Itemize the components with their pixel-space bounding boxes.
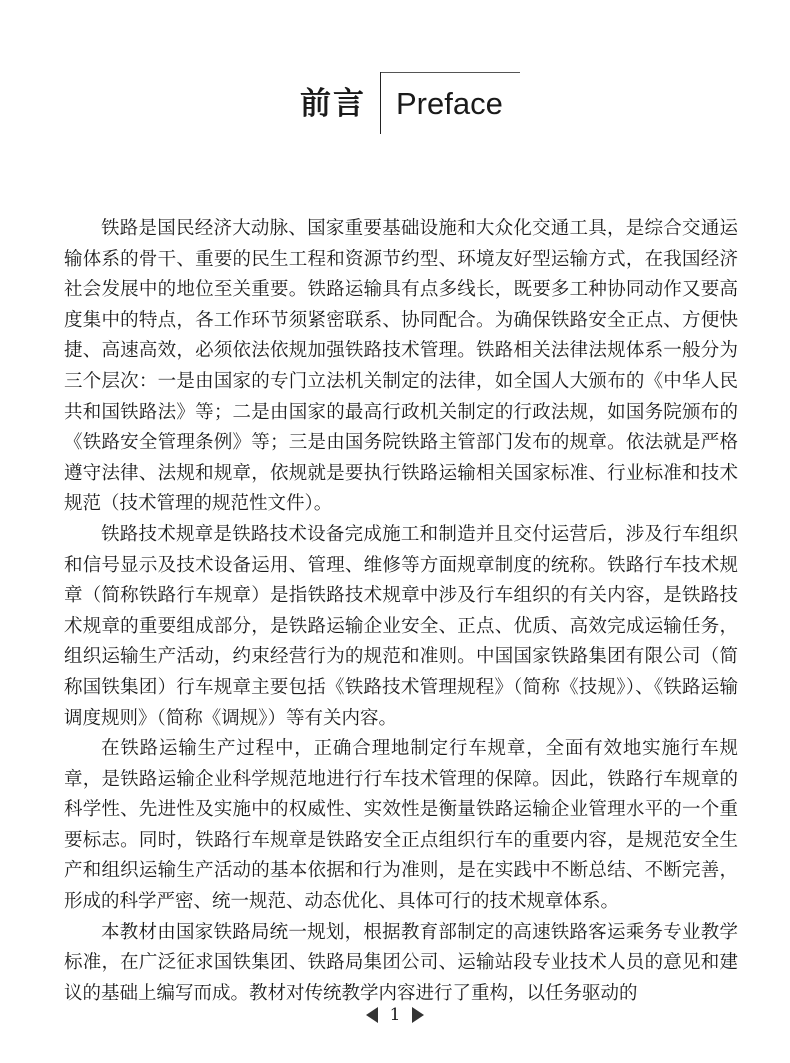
preface-body [64, 214, 738, 1009]
paragraph-1: 铁路是国民经济大动脉、国家重要基础设施和大众化交通工具，是综合交通运输体系的骨干、重要的民生工程和资源节约型、环境友好型运输方式，在我国经济社会发展中的地位至关重要。铁路运输具有点多线长，既要多工种协同动作又要高度集中的特点，各工作环节须紧密联系、协同配合。为确保铁路安全正点、方便快捷、高速高效，必须依法依规加强铁路技术管理。铁路相关法律法规体系一般分为三个层次：一是由国家的专门立法机关制定的法律，如全国人大颁布的《中华人民共和国铁路法》等；二是由国家的最高行政机关制定的行政法规，如国务院颁布的《铁路安全管理条例》等；三是由国务院铁路主管部门发布的规章。依法就是严格遵守法律、法规和规章，依规就是要执行铁路运输相关国家标准、行业标准和技术规范（技术管理的规范性文件）。 [64, 218, 738, 515]
title-divider [380, 72, 381, 134]
paragraph-2: 铁路技术规章是铁路技术设备完成施工和制造并且交付运营后，涉及行车组织和信号显示及技术设备运用、管理、维修等方面规章制度的统称。铁路行车技术规章（简称铁路行车规章）是指铁路技术规章中涉及行车组织的有关内容，是铁路技术规章的重要组成部分，是铁路运输企业安全、正点、优质、高效完成运输任务，组织运输生产活动，约束经营行为的规范和准则。中国国家铁路集团有限公司（简称国铁集团）行车规章主要包括《铁路技术管理规程》（简称《技规》）、《铁路运输调度规则》（简称《调规》）等有关内容。 [64, 523, 738, 729]
page-footer [0, 1000, 790, 1030]
triangle-right-icon [412, 1007, 424, 1023]
triangle-left-icon [366, 1007, 378, 1023]
page-header [0, 0, 790, 160]
title-top-rule [380, 72, 520, 73]
page-title-english: Preface [396, 86, 503, 121]
page-title-chinese: 前言 [300, 86, 366, 122]
paragraph-3: 在铁路运输生产过程中，正确合理地制定行车规章，全面有效地实施行车规章，是铁路运输企业科学规范地进行行车技术管理的保障。因此，铁路行车规章的科学性、先进性及实施中的权威性、实效性是衡量铁路运输企业管理水平的一个重要标志。同时，铁路行车规章是铁路安全正点组织行车的重要内容，是规范安全生产和组织运输生产活动的基本依据和行为准则，是在实践中不断总结、不断完善，形成的科学严密、统一规范、动态优化、具体可行的技术规章体系。 [64, 738, 738, 913]
paragraph-4: 本教材由国家铁路局统一规划，根据教育部制定的高速铁路客运乘务专业教学标准，在广泛征求国铁集团、铁路局集团公司、运输站段专业技术人员的意见和建议的基础上编写而成。教材对传统教学内容进行了重构，以任务驱动的 [64, 921, 738, 1004]
page-number: 1 [389, 1005, 401, 1025]
